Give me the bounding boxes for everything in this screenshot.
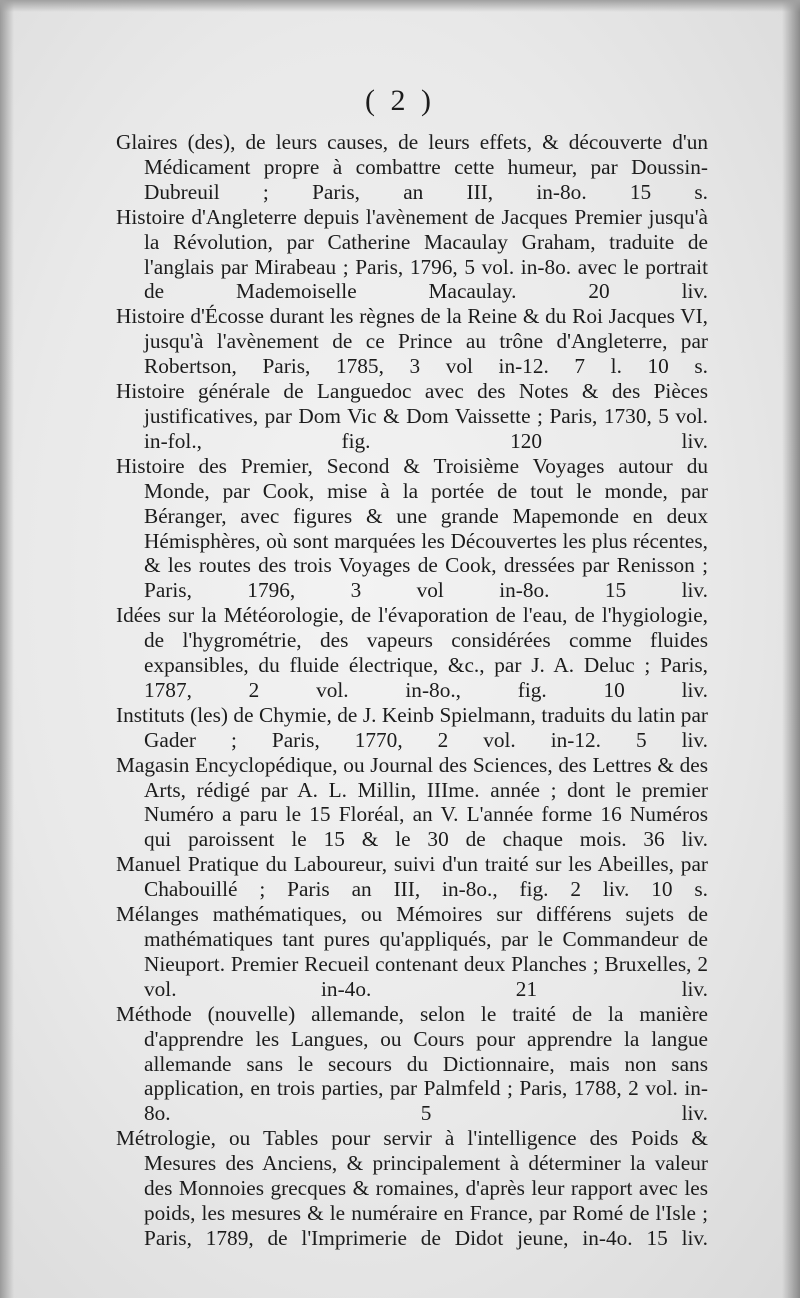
catalogue-entry	[116, 902, 708, 1002]
entry-price: 21 liv.	[515, 976, 708, 1001]
catalogue-entry	[116, 205, 708, 305]
catalogue-entries	[116, 130, 708, 1251]
entry-text: Instituts (les) de Chymie, de J. Keinb Spielmann, traduits du latin par Gader ; Paris, 1770, 2 vol. in-12.	[116, 702, 708, 752]
catalogue-entry	[116, 1126, 708, 1251]
catalogue-entry	[116, 130, 708, 205]
entry-text: Glaires (des), de leurs causes, de leurs effets, & découverte d'un Médicament propre à combattre cette humeur, par Doussin-Dubreuil ; Paris, an III, in-8o.	[116, 130, 708, 204]
entry-price: 120 liv.	[510, 428, 708, 453]
catalogue-entry	[116, 379, 708, 454]
catalogue-entry	[116, 454, 708, 603]
entry-price: 7 l. 10 s.	[574, 354, 708, 379]
entry-price: 5 liv.	[420, 1101, 708, 1126]
entry-price: 5 liv.	[635, 727, 708, 752]
entry-text: Mélanges mathématiques, ou Mémoires sur différens sujets de mathématiques tant pures qu'appliqués, par le Commandeur de Nieuport. Premier Recueil contenant deux Planches ; Bruxelles, 2 vol. in-4o.	[116, 902, 708, 1001]
entry-text: Histoire d'Angleterre depuis l'avènement de Jacques Premier jusqu'à la Révolution, par Catherine Macaulay Graham, traduite de l'anglais par Mirabeau ; Paris, 1796, 5 vol. in-8o. avec le portrait de Mademoiselle Macaulay.	[116, 204, 708, 304]
entry-price: 20 liv.	[588, 279, 708, 304]
catalogue-entry	[116, 753, 708, 853]
catalogue-entry	[116, 1002, 708, 1127]
entry-text: Magasin Encyclopédique, ou Journal des Sciences, des Lettres & des Arts, rédigé par A. L. Millin, IIIme. année ; dont le premier Numéro a paru le 15 Floréal, an V. L'année forme 16 Numéros qui paroissent le 15 & le 30 de chaque mois.	[116, 752, 708, 852]
catalogue-entry	[116, 703, 708, 753]
entry-text: Manuel Pratique du Laboureur, suivi d'un traité sur les Abeilles, par Chabouillé ; Paris an III, in-8o., fig.	[116, 852, 708, 902]
entry-price: 36 liv.	[643, 827, 709, 852]
entry-text: Idées sur la Météorologie, de l'évaporation de l'eau, de l'hygiologie, de l'hygrométrie, des vapeurs considérées comme fluides expansibles, du fluide électrique, &c., par J. A. Deluc ; Paris, 1787, 2 vol. in-8o., fig.	[116, 603, 708, 702]
entry-price: 15 s.	[629, 179, 709, 204]
entry-text: Histoire des Premier, Second & Troisième Voyages autour du Monde, par Cook, mise à la portée de tout le monde, par Béranger, avec figures & une grande Mapemonde en deux Hémisphères, où sont marquées les Découvertes les plus récentes, & les routes des trois Voyages de Cook, dressées par Renisson ; Paris, 1796, 3 vol in-8o.	[116, 453, 708, 603]
page-edge-shadow-top	[0, 0, 800, 12]
entry-text: Histoire générale de Languedoc avec des Notes & des Pièces justificatives, par Dom Vic & Dom Vaissette ; Paris, 1730, 5 vol. in-fol., fig.	[116, 379, 708, 453]
catalogue-entry	[116, 304, 708, 379]
entry-text: Méthode (nouvelle) allemande, selon le traité de la manière d'apprendre les Langues, ou Cours pour apprendre la langue allemande sans le secours du Dictionnaire, mais non sans application, en trois parties, par Palmfeld ; Paris, 1788, 2 vol. in-8o.	[116, 1001, 708, 1126]
entry-price: 10 liv.	[603, 677, 708, 702]
page-edge-shadow-right	[782, 0, 800, 1298]
page-edge-shadow-left	[0, 0, 14, 1298]
entry-price: 2 liv. 10 s.	[570, 877, 708, 902]
catalogue-entry	[116, 603, 708, 703]
entry-text: Histoire d'Écosse durant les règnes de la Reine & du Roi Jacques VI, jusqu'à l'avènement de ce Prince au trône d'Angleterre, par Robertson, Paris, 1785, 3 vol in-12.	[116, 304, 708, 379]
entry-text: Métrologie, ou Tables pour servir à l'intelligence des Poids & Mesures des Anciens, & principalement à déterminer la valeur des Monnoies grecques & romaines, d'après leur rapport avec les poids, les mesures & le numéraire en France, par Romé de l'Isle ; Paris, 1789, de l'Imprimerie de Didot jeune, in-4o.	[116, 1126, 708, 1250]
entry-price: 15 liv.	[646, 1225, 709, 1250]
page-number: ( 2 )	[365, 84, 435, 117]
catalogue-entry	[116, 852, 708, 902]
entry-price: 15 liv.	[604, 578, 709, 603]
